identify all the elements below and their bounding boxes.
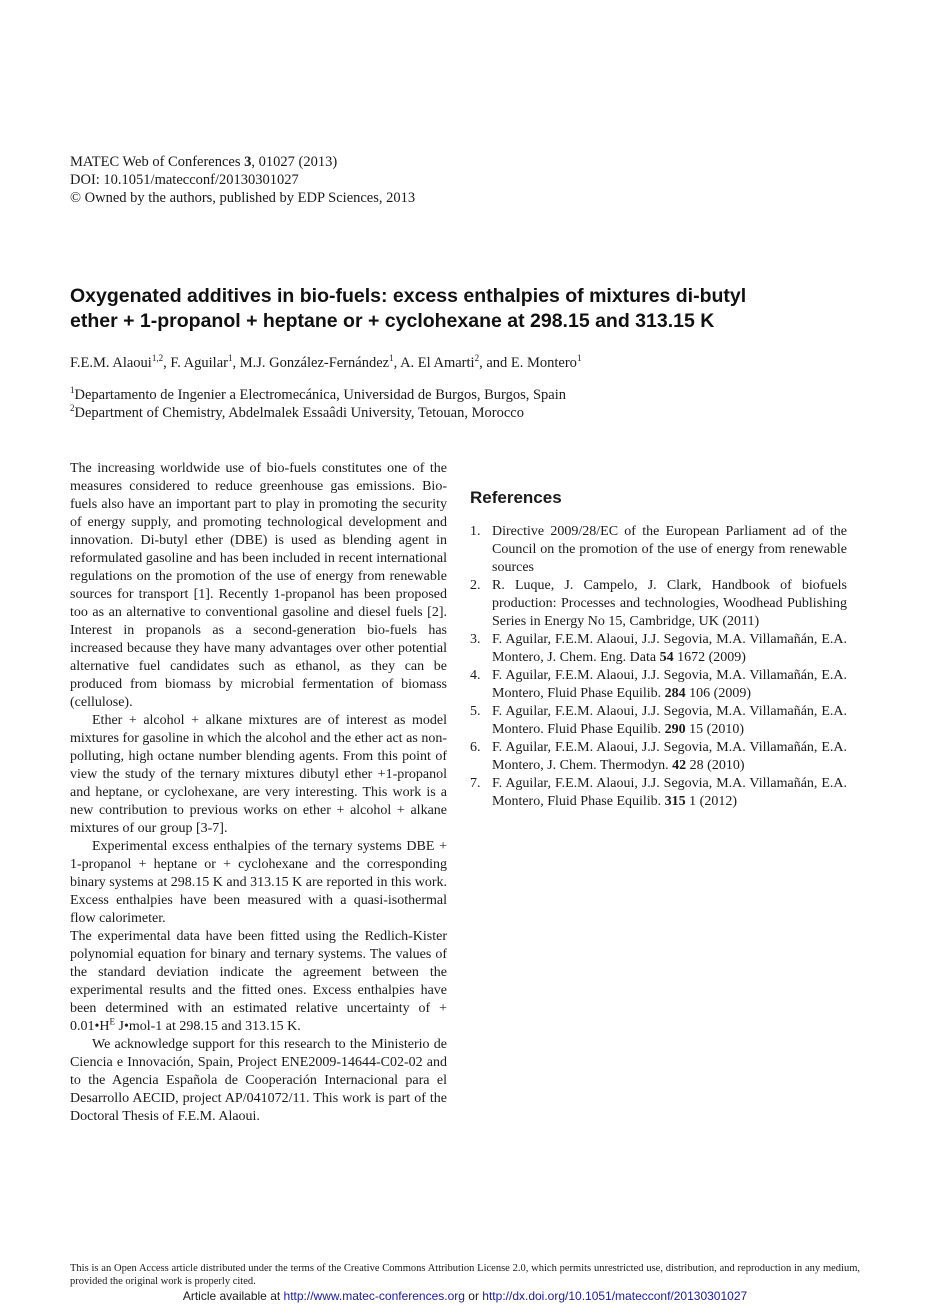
author: F. Aguilar$^1$, — [170, 353, 240, 371]
author: E. Montero$^1$ — [510, 353, 582, 371]
author: M.J. González-Fernández$^1$, — [239, 353, 401, 371]
title-line-2: ether + 1-propanol + heptane or + cyclohexane at 298.15 and 313.15 K — [70, 310, 715, 332]
title-line-1: Oxygenated additives in bio-fuels: excess enthalpies of mixtures di-butyl — [70, 285, 747, 307]
reference-item: 3. F. Aguilar, F.E.M. Alaoui, J.J. Segovia, M.A. Villamañán, E.A. Montero, J. Chem. Eng. Data 54 1672 (2009) — [470, 632, 847, 665]
author-list — [70, 355, 581, 372]
journal-header — [70, 153, 415, 207]
reference-item: 7. F. Aguilar, F.E.M. Alaoui, J.J. Segovia, M.A. Villamañán, E.A. Montero, Fluid Phase Equilib. 315 1 (2012) — [470, 776, 847, 809]
reference-item: 6. F. Aguilar, F.E.M. Alaoui, J.J. Segovia, M.A. Villamañán, E.A. Montero, J. Chem. Thermodyn. 42 28 (2010) — [470, 740, 847, 773]
body-paragraph-2: Ether + alcohol + alkane mixtures are of interest as model mixtures for gasoline in which the alcohol and the ether act as non-polluting, high octane number blending agents. From this point of view the study of the ternary mixtures dibutyl ether +1-propanol and heptane, or cyclohexane, are very interesting. This work is a new contribution to previous works on ether + alcohol + alkane mixtures of our group [3-7]. — [70, 713, 447, 836]
reference-item: 1. Directive 2009/28/EC of the European Parliament ad of the Council on the promotion of the use of energy from renewable sources — [470, 524, 847, 575]
author: F.E.M. Alaoui$^{1,2}$, — [70, 353, 171, 371]
abstract-body — [70, 460, 447, 1126]
references-heading: References — [470, 488, 562, 507]
doi-link[interactable]: http://dx.doi.org/10.1051/matecconf/20130301027 — [482, 1289, 748, 1303]
body-paragraph-4: The experimental data have been fitted using the Redlich-Kister polynomial equation for binary and ternary systems. The values of the standard deviation indicate the agreement between the experimental results and the fitted ones. Excess enthalpies have been determined with an estimated relative uncertainty of + $0.01•H^E$ J•mol-1 at 298.15 and 313.15 K. — [70, 929, 447, 1034]
reference-item: 5. F. Aguilar, F.E.M. Alaoui, J.J. Segovia, M.A. Villamañán, E.A. Montero. Fluid Phase Equilib. 290 15 (2010) — [470, 704, 847, 737]
matec-link[interactable]: http://www.matec-conferences.org — [283, 1289, 465, 1303]
affiliation-1: $^1$Departamento de Ingenier a Electromecánica, Universidad de Burgos, Burgos, Spain — [70, 385, 567, 403]
body-paragraph-3: Experimental excess enthalpies of the ternary systems DBE + 1-propanol + heptane or + cyclohexane and the corresponding binary systems at 298.15 K and 313.15 K are reported in this work. Excess enthalpies have been measured with a quasi-isothermal flow calorimeter. — [70, 839, 447, 926]
reference-item: 4. F. Aguilar, F.E.M. Alaoui, J.J. Segovia, M.A. Villamañán, E.A. Montero, Fluid Phase Equilib. 284 106 (2009) — [470, 668, 847, 701]
doi-line: DOI: 10.1051/matecconf/20130301027 — [70, 172, 299, 188]
body-paragraph-1: The increasing worldwide use of bio-fuels constitutes one of the measures considered to reduce greenhouse gas emissions. Bio-fuels also have an important part to play in promoting the security of energy supply, and promoting technological development and innovation. Di-butyl ether (DBE) is used as blending agent in reformulated gasoline and has been included in recent international regulations on the promotion of the use of energy from renewable sources for transport [1]. Recently 1-propanol has been proposed too as an alternative to conventional gasoline and diesel fuels [2]. Interest in propanols as a second-generation bio-fuels has increased because they have many advantages over other potential alternative fuel candidates such as ethanol, as they can be produced from biomass by microbial fermentation of biomass (cellulose). — [70, 461, 447, 710]
author: A. El Amarti$^2$, and — [400, 353, 511, 371]
reference-item: 2. R. Luque, J. Campelo, J. Clark, Handbook of biofuels production: Processes and technologies, Woodhead Publishing Series in Energy No 15, Cambridge, UK (2011) — [470, 578, 847, 629]
journal-citation: MATEC Web of Conferences 3, 01027 (2013) — [70, 154, 338, 170]
availability-line: Article available at http://www.matec-conferences.org or http://dx.doi.org/10.1051/matecconf/20130301027 — [182, 1289, 748, 1303]
affiliations — [70, 386, 566, 422]
paper-title — [70, 284, 870, 334]
affiliation-2: $^2$Department of Chemistry, Abdelmalek Essaâdi University, Tetouan, Morocco — [70, 403, 524, 421]
reference-list — [470, 523, 847, 811]
copyright-line: © Owned by the authors, published by EDP Sciences, 2013 — [70, 190, 416, 206]
acknowledgement-paragraph: We acknowledge support for this research to the Ministerio de Ciencia e Innovación, Spain, Project ENE2009-14644-C02-02 and to the Agencia Española de Cooperación Internacional para el Desarrollo AECID, project AP/041072/11. This work is part of the Doctoral Thesis of F.E.M. Alaoui. — [70, 1037, 447, 1124]
license-notice: This is an Open Access article distributed under the terms of the Creative Commons Attribution License 2.0, which permits unrestricted use, distribution, and reproduction in any medium, provided the original work is properly cited. — [70, 1263, 860, 1287]
